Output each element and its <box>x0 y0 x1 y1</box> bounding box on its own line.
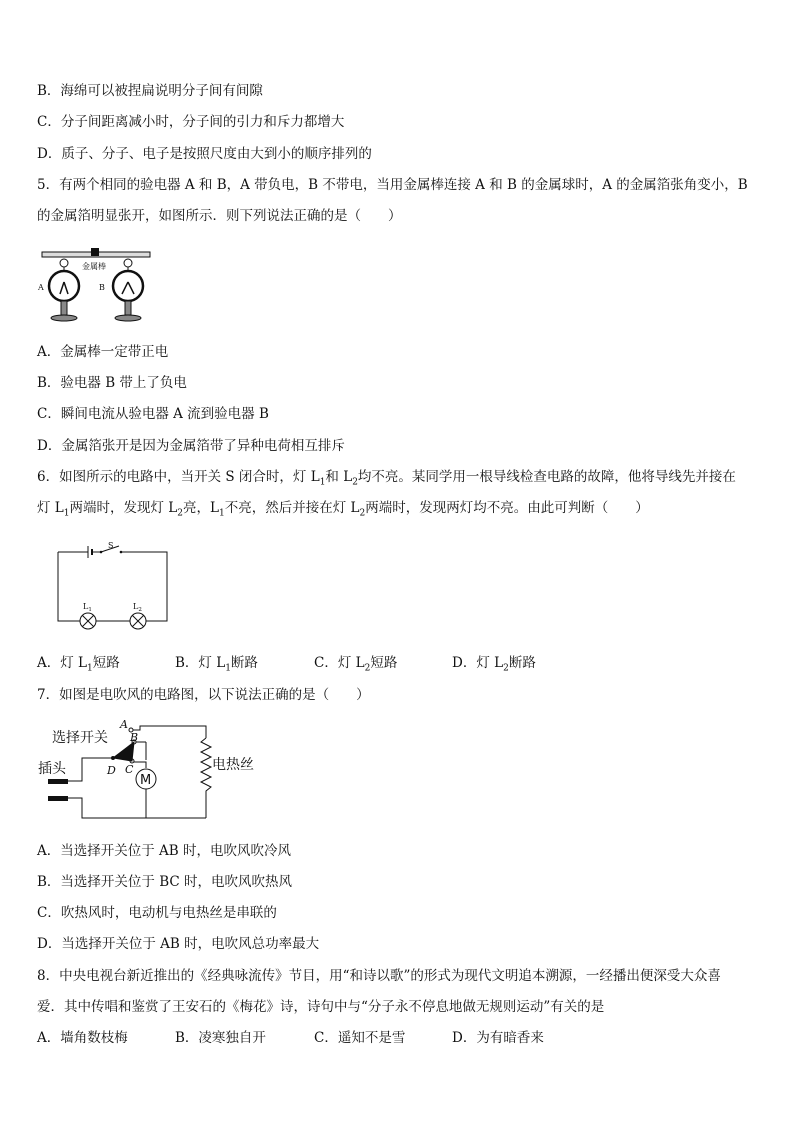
label-b: B <box>99 283 105 292</box>
label-b: B <box>130 731 139 744</box>
heater-resistor <box>201 738 211 818</box>
q8-option-b: B．凌寒独自开 <box>175 1030 266 1046</box>
q7-option-d: D．当选择开关位于 AB 时，电吹风总功率最大 <box>37 936 320 952</box>
q7-option-a: A．当选择开关位于 AB 时，电吹风吹冷风 <box>37 843 292 859</box>
label-a: A <box>120 718 128 731</box>
rod-handle <box>91 248 99 256</box>
series-circuit-figure <box>50 538 175 630</box>
q6-option-a: A．灯 $L_1$短路 <box>37 655 120 674</box>
metal-rod-label: 金属棒 <box>82 262 106 271</box>
plug-label: 插头 <box>38 761 66 777</box>
q6-stem-line2: 灯 $L_1$两端时，发现灯 $L_2$亮，$L_1$不亮，然后并接在灯 $L_2$两端时，发现两灯均不亮。由此可判断（ ） <box>37 500 649 519</box>
switch-label: S <box>108 541 114 550</box>
q7-option-b: B．当选择开关位于 BC 时，电吹风吹热风 <box>37 874 293 890</box>
q6-option-c: C．灯 $L_2$短路 <box>314 655 398 674</box>
hair-dryer-circuit-figure <box>34 716 274 826</box>
q8-option-a: A．墙角数枝梅 <box>37 1030 128 1046</box>
q7-stem: 7．如图是电吹风的电路图，以下说法正确的是（ ） <box>37 687 370 703</box>
q6-option-b: B．灯 $L_1$断路 <box>175 655 258 674</box>
q4-option-b: B．海绵可以被捏扁说明分子间有间隙 <box>37 83 263 99</box>
label-c: C <box>125 763 134 776</box>
heater-label: 电热丝 <box>212 757 254 773</box>
lamp-l1-label: $L_1$ <box>83 602 92 613</box>
lamp-l1 <box>80 613 96 629</box>
q5-option-c: C．瞬间电流从验电器 A 流到验电器 B <box>37 406 269 422</box>
q8-stem-line2: 爱．其中传唱和鉴赏了王安石的《梅花》诗，诗句中与“分子永不停息地做无规则运动”有关的是 <box>37 999 605 1015</box>
q4-option-d: D．质子、分子、电子是按照尺度由大到小的顺序排列的 <box>37 146 372 162</box>
label-d: D <box>107 764 116 777</box>
switch-blade <box>113 742 134 761</box>
q5-option-b: B．验电器 B 带上了负电 <box>37 375 187 391</box>
selector-switch-label: 选择开关 <box>52 730 108 746</box>
q8-option-d: D．为有暗香来 <box>452 1030 544 1046</box>
q6-stem-line1: 6．如图所示的电路中，当开关 S 闭合时，灯 $L_1$和 $L_2$均不亮。某同学用一根导线检查电路的故障，他将导线先并接在 <box>37 469 736 488</box>
q4-option-c: C．分子间距离减小时，分子间的引力和斥力都增大 <box>37 114 345 130</box>
q5-stem-line1: 5．有两个相同的验电器 A 和 B，A 带负电，B 不带电，当用金属棒连接 A 和 B 的金属球时，A 的金属箔张角变小，B <box>37 177 748 193</box>
q5-option-d: D．金属箔张开是因为金属箔带了异种电荷相互排斥 <box>37 438 345 454</box>
plug-pin-top <box>48 779 68 784</box>
motor-label: M <box>140 773 152 788</box>
plug-pin-bottom <box>48 796 68 801</box>
q5-option-a: A．金属棒一定带正电 <box>37 344 169 360</box>
q6-option-d: D．灯 $L_2$断路 <box>452 655 536 674</box>
electroscope-b <box>113 259 143 321</box>
q5-stem-line2: 的金属箔明显张开，如图所示．则下列说法正确的是（ ） <box>37 208 402 224</box>
q8-stem-line1: 8．中央电视台新近推出的《经典咏流传》节目，用“和诗以歌”的形式为现代文明追本溯源，一经播出便深受大众喜 <box>37 968 721 984</box>
q7-option-c: C．吹热风时，电动机与电热丝是串联的 <box>37 905 277 921</box>
lamp-l2 <box>130 613 146 629</box>
lamp-l2-label: $L_2$ <box>133 602 142 613</box>
electroscope-a <box>49 259 79 321</box>
electroscope-figure <box>36 246 156 326</box>
label-a: A <box>38 283 44 292</box>
q8-option-c: C．遥知不是雪 <box>314 1030 406 1046</box>
